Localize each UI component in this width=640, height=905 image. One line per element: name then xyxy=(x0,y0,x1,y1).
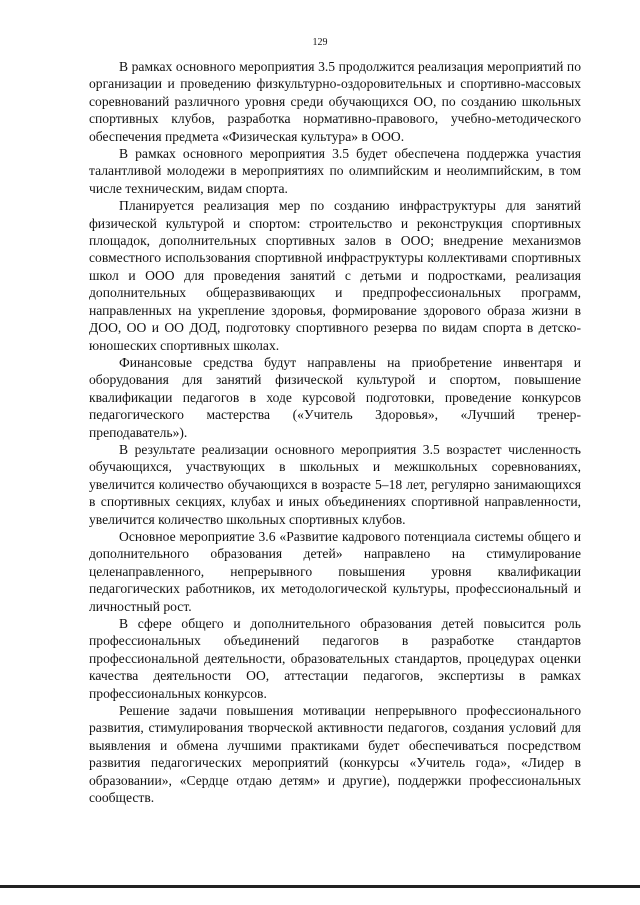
paragraph-1: В рамках основного мероприятия 3.5 продолжится реализация мероприятий по организации и проведению физкультурно-оздоровительных и спортивно-массовых соревнований различного уровня среди обучающихся ОО, по созданию школьных спортивных клубов, разработка нормативно-правового, учебно-методического обеспечения предмета «Физическая культура» в ООО. xyxy=(89,59,581,144)
paragraph-8: Решение задачи повышения мотивации непрерывного профессионального развития, стимулирования творческой активности педагогов, создания условий для выявления и обмена лучшими практиками будет обеспечиваться посредством развития педагогических мероприятий (конкурсы «Учитель года», «Лидер в образовании», «Сердце отдаю детям» и другие), поддержки профессиональных сообществ. xyxy=(89,703,581,806)
paragraph-7: В сфере общего и дополнительного образования детей повысится роль профессиональных объединений педагогов в разработке стандартов профессиональной деятельности, образовательных стандартов, процедурах оценки качества деятельности ОО, аттестации педагогов, экспертизы в рамках профессиональных конкурсов. xyxy=(89,616,581,701)
paragraph-2: В рамках основного мероприятия 3.5 будет обеспечена поддержка участия талантливой молодежи в мероприятиях по олимпийским и неолимпийским, в том числе техническим, видам спорта. xyxy=(89,146,581,196)
paragraph-3: Планируется реализация мер по созданию инфраструктуры для занятий физической культурой и спортом: строительство и реконструкция спортивных площадок, дополнительных спортивных залов в ООО; внедрение механизмов совместного использования спортивной инфраструктуры коллективами спортивных школ и ООО для проведения занятий с детьми и подростками, реализация дополнительных общеразвивающих и предпрофессиональных программ, направленных на укрепление здоровья, формирование здорового образа жизни в ДОО, ОО и ОО ДОД, подготовку спортивного резерва по видам спорта в детско-юношеских спортивных школах. xyxy=(89,198,581,353)
paragraph-5: В результате реализации основного мероприятия 3.5 возрастет численность обучающихся, участвующих в школьных и межшкольных соревнованиях, увеличится количество обучающихся в возрасте 5–18 лет, регулярно занимающихся в спортивных секциях, клубах и иных объединениях спортивной направленности, увеличится количество школьных спортивных клубов. xyxy=(89,441,581,527)
page-number: 129 xyxy=(312,37,328,48)
document-body xyxy=(89,58,581,806)
paragraph-4: Финансовые средства будут направлены на приобретение инвентаря и оборудования для занятий физической культурой и спортом, повышение квалификации педагогов в ходе курсовой подготовки, проведение конкурсов педагогического мастерства («Учитель Здоровья», «Лучший тренер-преподаватель»). xyxy=(89,354,581,440)
paragraph-6: Основное мероприятие 3.6 «Развитие кадрового потенциала системы общего и дополнительного образования детей» направлено на стимулирование целенаправленного, непрерывного повышения уровня квалификации педагогических работников, их методологической культуры, профессиональный и личностный рост. xyxy=(89,528,581,614)
bottom-rule xyxy=(0,885,640,888)
